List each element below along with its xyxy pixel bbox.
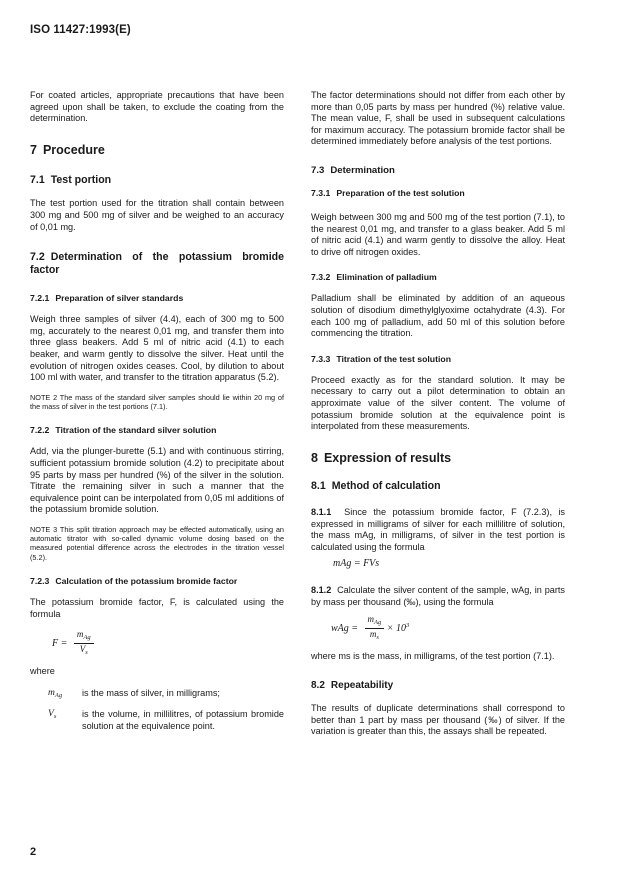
section-8-1-2-where: where ms is the mass, in milligrams, of the test portion (7.1).	[311, 651, 555, 662]
section-number: 7.2.1	[30, 293, 50, 304]
section-title: Elimination of palladium	[336, 272, 437, 283]
formula-lhs: wAg =	[331, 623, 359, 635]
section-7-1-heading	[30, 174, 284, 187]
note-2: NOTE 2 The mass of the standard silver samples should lie within 20 mg of the mass of silver in the test portions (7.1).	[30, 392, 284, 412]
intro-paragraph: For coated articles, appropriate precautions that have been agreed upon shall be taken, to exclude the coating from the determination.	[30, 90, 284, 124]
numerator: m	[367, 614, 375, 625]
section-7-2-1-heading	[30, 293, 284, 304]
symbol: m	[48, 687, 55, 698]
symbol: V	[48, 709, 54, 720]
definition: is the mass of silver, in milligrams;	[82, 687, 220, 698]
section-title: Determination of the potassium bromide factor	[30, 251, 284, 277]
section-8-1-heading	[311, 480, 565, 493]
formula-multiplier: × 10	[386, 623, 407, 635]
section-number: 7.2.3	[30, 576, 50, 587]
formula-fraction	[365, 614, 385, 643]
numerator-subscript: Ag	[83, 634, 91, 642]
section-number: 7	[30, 142, 37, 157]
section-number: 7.2	[30, 251, 45, 264]
section-title: Test portion	[50, 174, 112, 187]
section-7-2-3-heading	[30, 576, 284, 587]
section-number: 7.1	[30, 174, 45, 187]
clause-text: Calculate the silver content of the sample, wAg, in parts by mass per thousand (‰), using the formula	[311, 585, 565, 607]
section-title: Expression of results	[323, 450, 452, 465]
section-7-3-3-text: Proceed exactly as for the standard solution. It may be necessary to carry out a pilot determination to obtain an approximate value of the silver content. The volume of potassium bromide solution at the equivalence point is interpolated from these measurements.	[311, 374, 565, 432]
section-7-2-2-text: Add, via the plunger-burette (5.1) and with continuous stirring, sufficient potassium bromide solution (4.2) to precipitate about 95 parts by mass per hundred (%) of the silver in the solution. Titrate the remaining silver in such a manner that the equivalence point can be interpolated from 0,05 ml additions of the potassium bromide solution.	[30, 446, 284, 515]
section-number: 8	[311, 450, 318, 465]
section-7-3-1-heading	[311, 188, 565, 199]
section-8-1-1-text	[311, 507, 565, 553]
clause-text: Since the potassium bromide factor, F (7.2.3), is expressed in milligrams of silver for each millilitre of solution, the mass mAg, in milligrams, of silver in the test portion is calculated using the formula	[311, 507, 565, 553]
where-item-mass	[30, 688, 284, 702]
numerator: m	[76, 629, 84, 640]
section-7-2-1-text: Weigh three samples of silver (4.4), each of 300 mg to 500 mg, accurately to the nearest 0,01 mg, and transfer them into three glass beakers. Add 5 ml of nitric acid (4.1) to each beaker, and warm gently to dissolve the silver. Heat until the evolution of nitrogen oxides ceases. Cool, by dilution to about 100 ml with water, and transfer to the titration apparatus (5.2).	[30, 314, 284, 383]
section-number: 7.3	[311, 164, 325, 176]
section-number: 7.3.3	[311, 353, 331, 364]
document-header: ISO 11427:1993(E)	[30, 24, 131, 36]
section-title: Method of calculation	[331, 480, 441, 493]
formula-silver-mass: mAg = FVs	[333, 557, 380, 569]
page-number: 2	[30, 846, 37, 858]
section-title: Repeatability	[330, 680, 394, 692]
section-7-3-2-heading	[311, 272, 565, 283]
denominator: V	[79, 644, 86, 655]
numerator-subscript: Ag	[374, 619, 382, 627]
section-7-3-2-text: Palladium shall be eliminated by addition of an aqueous solution of disodium dimethylglyoxime octahydrate (4.3). For each 100 mg of palladium, add 50 ml of this solution before commencing the titration.	[311, 293, 565, 339]
section-7-3-heading	[311, 164, 565, 177]
section-7-2-heading	[30, 251, 284, 277]
section-number: 7.3.1	[311, 187, 331, 198]
denominator-subscript: s	[376, 634, 379, 642]
section-7-heading	[30, 142, 284, 157]
formula-kbr-factor	[30, 629, 284, 658]
clause-number: 8.1.2	[311, 585, 332, 596]
section-title: Preparation of the test solution	[336, 187, 465, 198]
symbol-subscript: s	[53, 713, 57, 721]
section-title: Titration of the test solution	[336, 353, 452, 364]
symbol-subscript: Ag	[54, 691, 63, 699]
section-title: Determination	[330, 164, 395, 176]
section-title: Calculation of the potassium bromide factor	[55, 576, 238, 587]
formula-fraction	[74, 629, 94, 658]
section-number: 7.3.2	[311, 272, 331, 283]
denominator: m	[369, 629, 377, 640]
right-column	[311, 90, 565, 747]
where-label: where	[30, 666, 55, 677]
section-7-2-3-text: The potassium bromide factor, F, is calculated using the formula	[30, 597, 284, 619]
definition: is the volume, in millilitres, of potassium bromide solution at the equivalence point.	[82, 709, 284, 732]
denominator-subscript: s	[85, 649, 88, 657]
section-number: 8.2	[311, 680, 325, 692]
section-8-2-heading	[311, 679, 565, 692]
section-7-2-2-heading	[30, 425, 284, 436]
section-7-3-1-text: Weigh between 300 mg and 500 mg of the test portion (7.1), to the nearest 0,01 mg, and transfer to a glass beaker. Add 5 ml of nitric acid (4.1) and warm gently to dissolve the alloy. Heat to drive off nitrogen oxides.	[311, 211, 565, 257]
section-title: Preparation of silver standards	[55, 293, 184, 304]
section-8-1-2-text	[311, 585, 565, 608]
section-title: Procedure	[42, 142, 105, 157]
section-7-1-text: The test portion used for the titration shall contain between 300 mg and 500 mg of silver and be weighed to an accuracy of 0,01 mg.	[30, 198, 284, 232]
formula-lhs: F =	[52, 638, 68, 650]
note-3: NOTE 3 This split titration approach may be effected automatically, using an automatic titrator with so-called dynamic volume dosing based on the measured potential difference across the electrodes in the titration vessel (5.2).	[30, 524, 284, 562]
where-item-volume	[30, 709, 284, 732]
section-8-heading	[311, 450, 565, 465]
section-number: 7.2.2	[30, 425, 50, 436]
formula-silver-content	[311, 614, 565, 643]
section-8-2-text: The results of duplicate determinations shall correspond to better than 1 part by mass per thousand (‰) of silver. If the variation is greater than this, the assays shall be repeated.	[311, 703, 565, 737]
factor-paragraph: The factor determinations should not differ from each other by more than 0,05 parts by mass per hundred (%) relative value. The mean value, F, shall be used in subsequent calculations for maximum accuracy. The potassium bromide factor shall be determined immediately before analysis of the test portions.	[311, 90, 565, 147]
clause-number: 8.1.1	[311, 507, 332, 518]
section-7-3-3-heading	[311, 354, 565, 365]
left-column	[30, 90, 284, 741]
section-title: Titration of the standard silver solution	[55, 425, 217, 436]
section-number: 8.1	[311, 480, 326, 493]
formula-exponent: 3	[406, 622, 410, 630]
